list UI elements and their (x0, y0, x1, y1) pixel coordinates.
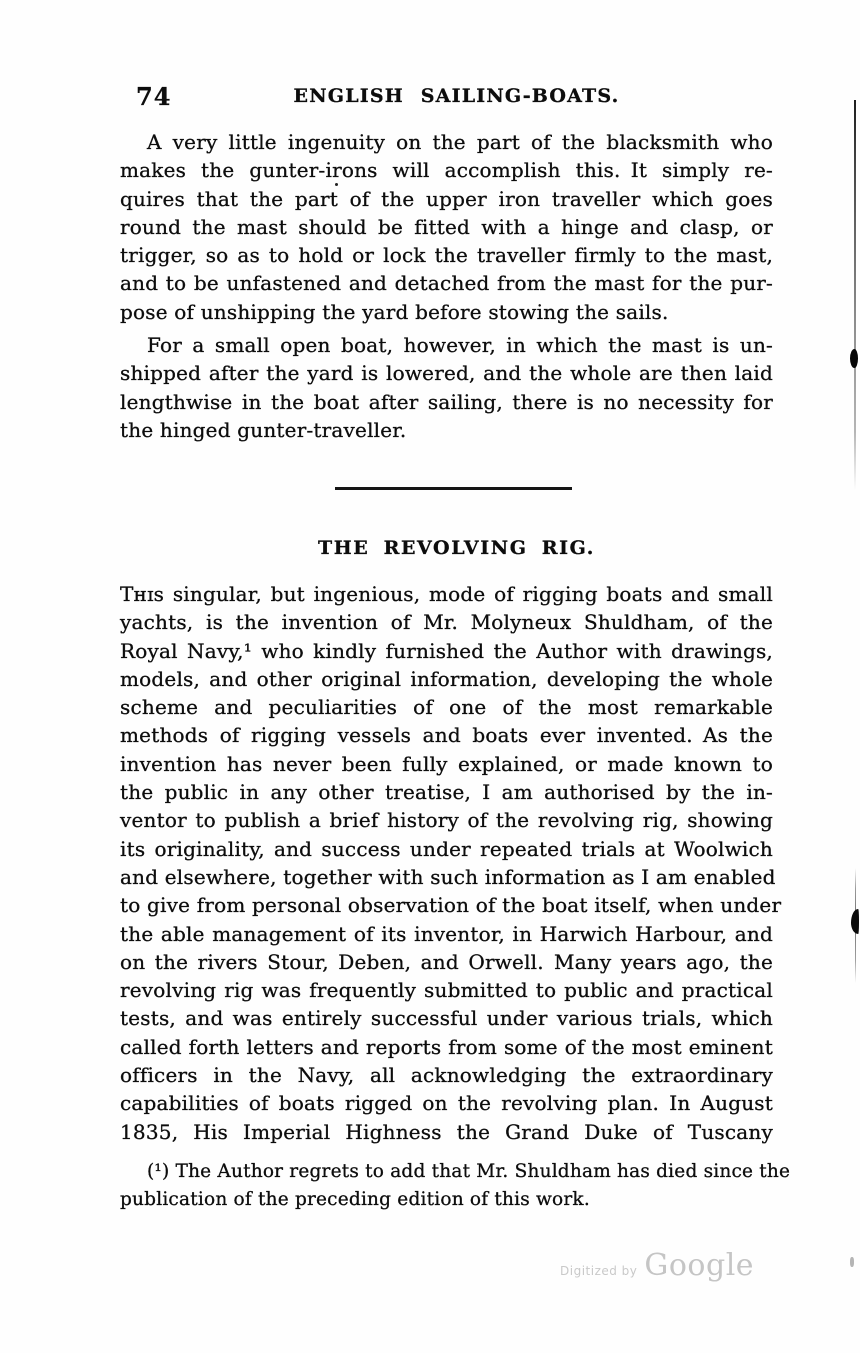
text-line: capabilities of boats rigged on the revolving plan. In August (120, 1091, 773, 1116)
scan-edge-line-top-artifact (854, 100, 856, 490)
digitized-by-google-watermark (560, 1248, 754, 1283)
text-line: round the mast should be fitted with a hinge and clasp, or (120, 214, 773, 239)
scan-edge-blob-top-artifact (850, 349, 858, 368)
text-line: 1835, His Imperial Highness the Grand Duke of Tuscany (120, 1119, 773, 1144)
text-line: ventor to publish a brief history of the revolving rig, showing (120, 808, 773, 833)
text-line: and elsewhere, together with such information as I am enabled (120, 864, 776, 889)
text-line: lengthwise in the boat after sailing, there is no necessity for (120, 389, 773, 414)
scan-edge-speck-artifact (850, 1257, 854, 1267)
text-line: (¹) The Author regrets to add that Mr. Shuldham has died since the (147, 1161, 791, 1182)
text-line: trigger, so as to hold or lock the traveller firmly to the mast, (120, 243, 773, 268)
text-line: Royal Navy,¹ who kindly furnished the Author with drawings, (120, 638, 773, 663)
text-line: the able management of its inventor, in Harwich Harbour, and (120, 921, 773, 946)
text-line: publication of the preceding edition of this work. (120, 1189, 590, 1211)
text-line: makes the gunter-irons will accomplish this. It simply re- (120, 158, 773, 183)
text-line: scheme and peculiarities of one of the most remarkable (120, 695, 773, 720)
google-logo: Google (644, 1248, 755, 1283)
paragraph-revolving-rig (120, 580, 782, 1146)
paragraph-small-open-boat (120, 331, 773, 444)
text-line: called forth letters and reports from some of the most eminent (120, 1034, 773, 1059)
text-line: on the rivers Stour, Deben, and Orwell. Many years ago, the (120, 949, 773, 974)
page-number: 74 (136, 82, 172, 111)
text-line: revolving rig was frequently submitted to public and practical (120, 978, 773, 1003)
running-header: ENGLISH SAILING-BOATS. (293, 85, 620, 107)
scan-edge-blob-mid-artifact (851, 909, 859, 934)
text-line: tests, and was entirely successful under various trials, which (120, 1006, 773, 1031)
text-line: officers in the Navy, all acknowledging the extraordinary (120, 1063, 773, 1088)
text-line: the hinged gunter-traveller. (120, 417, 407, 442)
watermark-prefix-label: Digitized by (560, 1264, 638, 1278)
text-line: yachts, is the invention of Mr. Molyneux Shuldham, of the (120, 610, 773, 635)
text-line: A very little ingenuity on the part of the blacksmith who (147, 130, 773, 154)
ink-speck-artifact (335, 183, 338, 186)
footnote (120, 1158, 791, 1214)
text-line: models, and other original information, developing the whole (120, 666, 773, 691)
paragraph-gunter-irons (120, 128, 773, 326)
text-line: methods of rigging vessels and boats ever invented. As the (120, 723, 773, 748)
text-line: pose of unshipping the yard before stowing the sails. (120, 299, 669, 324)
text-line: and to be unfastened and detached from the mast for the pur- (120, 271, 773, 296)
text-line: invention has never been fully explained, or made known to (120, 751, 773, 776)
text-line: For a small open boat, however, in which the mast is un- (147, 333, 773, 357)
section-divider-rule (335, 487, 572, 490)
text-line: the public in any other treatise, I am authorised by the in- (120, 780, 773, 805)
section-heading: THE REVOLVING RIG. (317, 537, 595, 559)
text-line: to give from personal observation of the boat itself, when under (120, 893, 782, 918)
text-line: Tʜɪs singular, but ingenious, mode of rigging boats and small (120, 582, 773, 606)
text-line: quires that the part of the upper iron traveller which goes (120, 186, 773, 211)
text-line: its originality, and success under repeated trials at Woolwich (120, 836, 773, 861)
text-line: shipped after the yard is lowered, and the whole are then laid (120, 361, 773, 386)
